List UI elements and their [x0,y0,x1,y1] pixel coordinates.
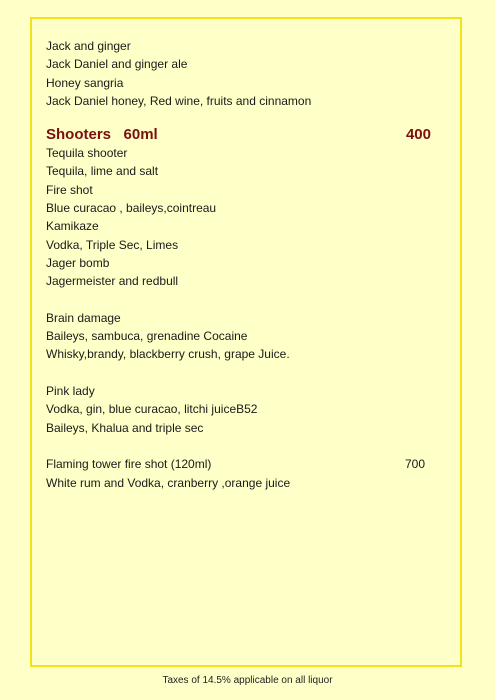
spacer [46,364,446,382]
menu-line: Vodka, Triple Sec, Limes [46,237,179,252]
menu-line: Jager bomb [46,255,110,270]
menu-line: Baileys, Khalua and triple sec [46,420,204,435]
menu-line: Baileys, sambuca, grenadine Cocaine [46,329,248,344]
special-item-price: 700 [404,457,425,472]
spacer [46,437,446,455]
menu-line: Vodka, gin, blue curacao, litchi juiceB52 [46,402,258,417]
menu-line: Honey sangria [46,75,124,90]
menu-line: Tequila shooter [46,146,128,161]
menu-line: Blue curacao , baileys,cointreau [46,201,217,216]
shooters-price: 400 [405,126,431,144]
menu-line: Brain damage [46,310,121,325]
special-item-name: Flaming tower fire shot (120ml) [46,457,212,472]
menu-line: Tequila, lime and salt [46,164,159,179]
shooters-title-group [46,124,158,146]
menu-content [46,37,446,492]
spacer [46,291,446,309]
shooters-title: Shooters [46,126,112,144]
shooters-size: 60ml [123,126,158,144]
tax-footer-note: Taxes of 14.5% applicable on all liquor [162,675,333,686]
menu-line: Jack Daniel honey, Red wine, fruits and cinnamon [46,93,312,108]
menu-line: Jack and ginger [46,39,131,53]
menu-line: Kamikaze [46,219,99,234]
menu-line: Whisky,brandy, blackberry crush, grape Juice. [46,347,290,362]
shooters-heading [46,124,431,146]
special-item-description: White rum and Vodka, cranberry ,orange juice [46,475,291,490]
menu-line: Fire shot [46,182,93,197]
menu-line: Jack Daniel and ginger ale [46,57,188,72]
menu-line: Pink lady [46,384,95,399]
special-item-row [46,455,425,473]
menu-line: Jagermeister and redbull [46,274,179,289]
